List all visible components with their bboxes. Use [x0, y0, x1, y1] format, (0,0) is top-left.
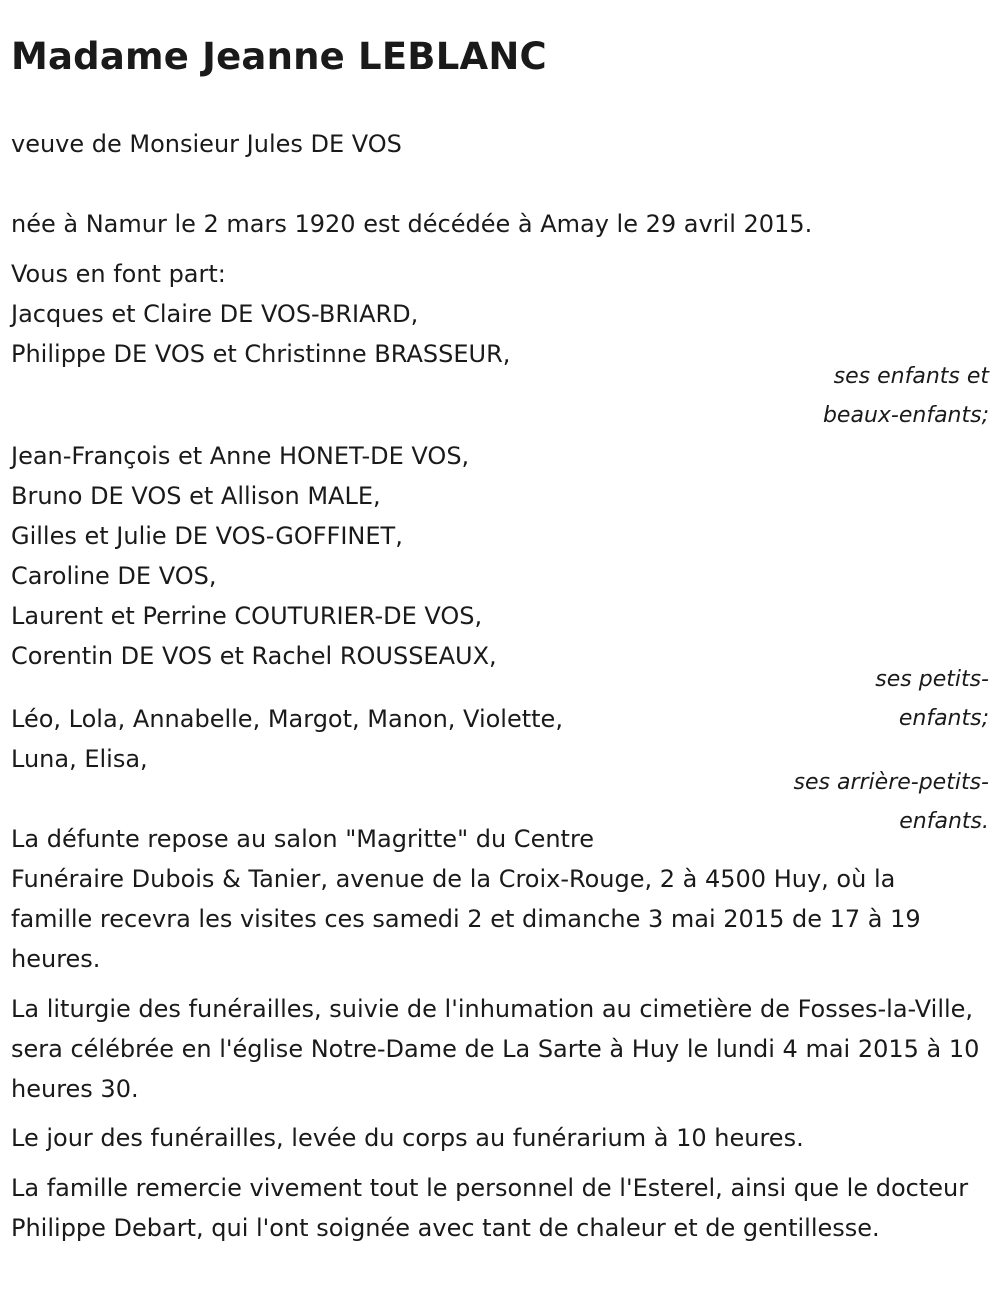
grandchildren-name-line: Bruno DE VOS et Allison MALE,	[11, 482, 381, 510]
thanks-paragraph: La famille remercie vivement tout le personnel de l'Esterel, ainsi que le docteur Philippe Debart, qui l'ont soignée avec tant de chaleur et de gentillesse.	[11, 1174, 969, 1242]
children-name-line: Jacques et Claire DE VOS-BRIARD,	[11, 300, 419, 328]
great-grandchildren-relation: ses arrière-petits-enfants.	[793, 770, 989, 834]
grandchildren-name-line: Jean-François et Anne HONET-DE VOS,	[11, 442, 470, 470]
funeral-paragraph: La liturgie des funérailles, suivie de l'inhumation au cimetière de Fosses-la-Ville, sera célébrée en l'église Notre-Dame de La Sarte à Huy le lundi 4 mai 2015 à 10 heures 30.	[11, 995, 980, 1103]
procession-paragraph: Le jour des funérailles, levée du corps au funérarium à 10 heures.	[11, 1124, 804, 1152]
great-grandchildren-name-line: Léo, Lola, Annabelle, Margot, Manon, Violette,	[11, 705, 563, 733]
visitation-line: heures.	[11, 945, 101, 973]
visitation-line: La défunte repose au salon "Magritte" du Centre	[11, 825, 595, 853]
deceased-name-title: Madame Jeanne LEBLANC	[11, 35, 547, 78]
grandchildren-relation: ses petits-enfants;	[875, 667, 989, 731]
announcement-intro: Vous en font part:	[11, 260, 226, 288]
grandchildren-name-line: Corentin DE VOS et Rachel ROUSSEAUX,	[11, 642, 497, 670]
visitation-line: famille recevra les visites ces samedi 2 et dimanche 3 mai 2015 de 17 à 19	[11, 905, 921, 933]
children-name-line: Philippe DE VOS et Christinne BRASSEUR,	[11, 340, 511, 368]
birth-death-line: née à Namur le 2 mars 1920 est décédée à Amay le 29 avril 2015.	[11, 210, 813, 238]
great-grandchildren-name-line: Luna, Elisa,	[11, 745, 148, 773]
visitation-paragraph	[11, 819, 989, 979]
grandchildren-name-line: Laurent et Perrine COUTURIER-DE VOS,	[11, 602, 483, 630]
grandchildren-name-line: Gilles et Julie DE VOS-GOFFINET,	[11, 522, 403, 550]
spouse-line: veuve de Monsieur Jules DE VOS	[11, 130, 402, 158]
visitation-line: Funéraire Dubois & Tanier, avenue de la Croix-Rouge, 2 à 4500 Huy, où la	[11, 865, 896, 893]
children-relation: ses enfants et beaux-enfants;	[822, 364, 989, 428]
grandchildren-name-line: Caroline DE VOS,	[11, 562, 217, 590]
